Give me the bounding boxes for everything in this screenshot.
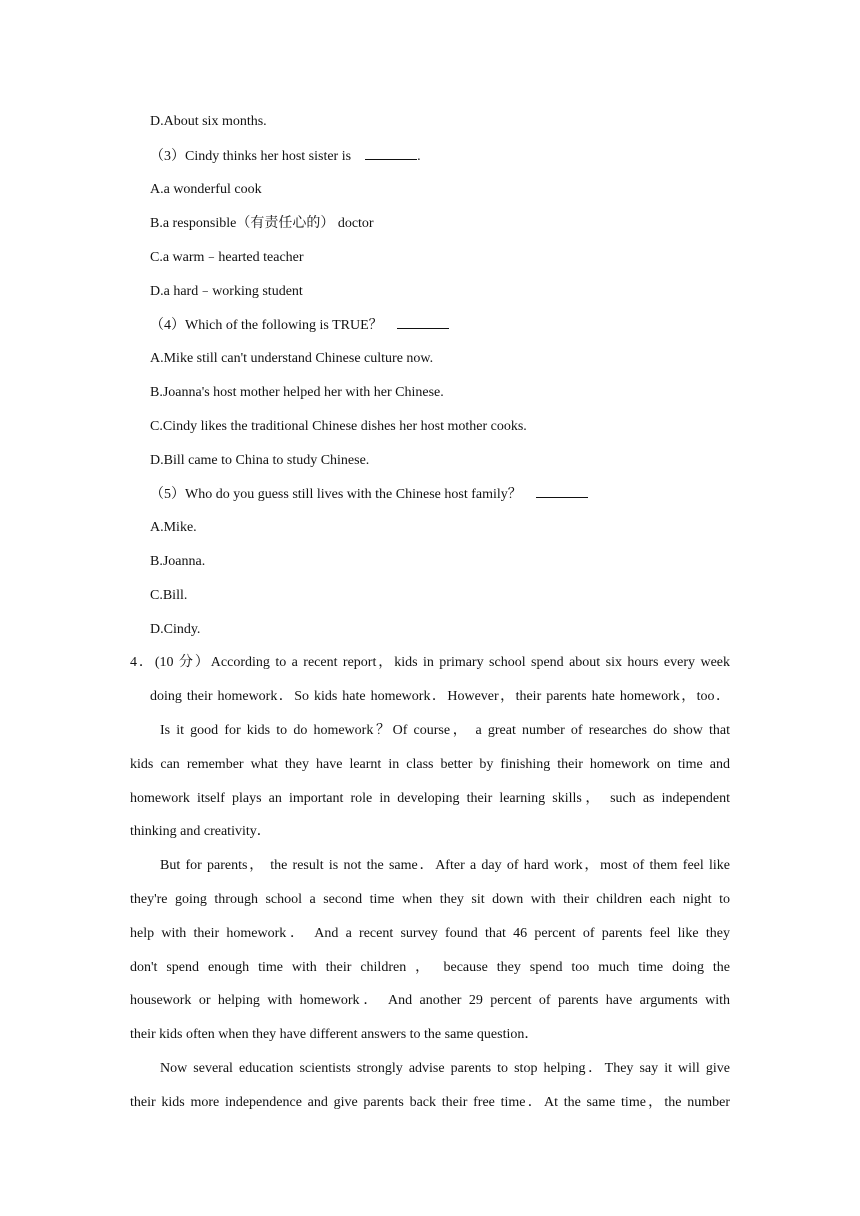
passage4-p4-line2: their kids more independence and give parents back their free time．At the same time，the number (130, 1095, 730, 1110)
passage4-p2-line4: thinking and creativity． (130, 824, 271, 839)
passage4-p2-line2: kids can remember what they have learnt in class better by finishing their homework on time and (130, 757, 730, 772)
q4-option-c: C.Cindy likes the traditional Chinese dishes her host mother cooks. (150, 419, 527, 434)
q3-stem-trail: . (417, 149, 421, 164)
passage4-p2-line1: Is it good for kids to do homework？Of course， a great number of researches do show that (160, 723, 730, 738)
q3-option-d: D.a hard﹣working student (150, 284, 303, 299)
q2-option-d: D.About six months. (150, 114, 267, 129)
q3-option-a: A.a wonderful cook (150, 182, 262, 197)
q5-answer-blank (536, 485, 588, 498)
q4-option-d: D.Bill came to China to study Chinese. (150, 453, 370, 468)
q5-option-d: D.Cindy. (150, 622, 201, 637)
passage4-p3-line6: their kids often when they have different answers to the same question． (130, 1027, 539, 1042)
passage4-p3-line2: they're going through school a second time when they sit down with their children each night to (130, 892, 730, 907)
q5-stem-line (150, 485, 588, 504)
passage4-heading-line1: 4．(10 分）According to a recent report，kids in primary school spend about six hours every week (130, 655, 730, 670)
passage4-p4-line1: Now several education scientists strongly advise parents to stop helping．They say it will give (160, 1061, 730, 1076)
q5-option-a: A.Mike. (150, 520, 197, 535)
q4-stem: （4）Which of the following is TRUE？ (150, 318, 383, 333)
q3-option-b: B.a responsible（有责任心的） doctor (150, 216, 374, 231)
passage4-p3-line5: housework or helping with homework． And another 29 percent of parents have arguments with (130, 993, 730, 1008)
passage4-p2-line3: homework itself plays an important role in developing their learning skills， such as independent (130, 791, 730, 806)
passage4-p3-line1: But for parents， the result is not the same．After a day of hard work，most of them feel like (160, 858, 730, 873)
q3-stem: （3）Cindy thinks her host sister is (150, 149, 352, 164)
q5-option-b: B.Joanna. (150, 554, 206, 569)
q4-option-a: A.Mike still can't understand Chinese culture now. (150, 351, 434, 366)
q4-answer-blank (397, 316, 449, 329)
q4-option-b: B.Joanna's host mother helped her with her Chinese. (150, 385, 444, 400)
q3-answer-blank (365, 147, 417, 160)
q5-option-c: C.Bill. (150, 588, 188, 603)
q3-stem-line (150, 147, 421, 166)
passage4-p3-line4: don't spend enough time with their children ， because they spend too much time doing the (130, 960, 730, 975)
passage4-heading-line2: doing their homework．So kids hate homework．However，their parents hate homework，too． (150, 689, 730, 704)
q4-stem-line (150, 316, 449, 335)
q5-stem: （5）Who do you guess still lives with the Chinese host family？ (150, 487, 522, 502)
q3-option-c: C.a warm﹣hearted teacher (150, 250, 304, 265)
passage4-p3-line3: help with their homework． And a recent survey found that 46 percent of parents feel like they (130, 926, 730, 941)
